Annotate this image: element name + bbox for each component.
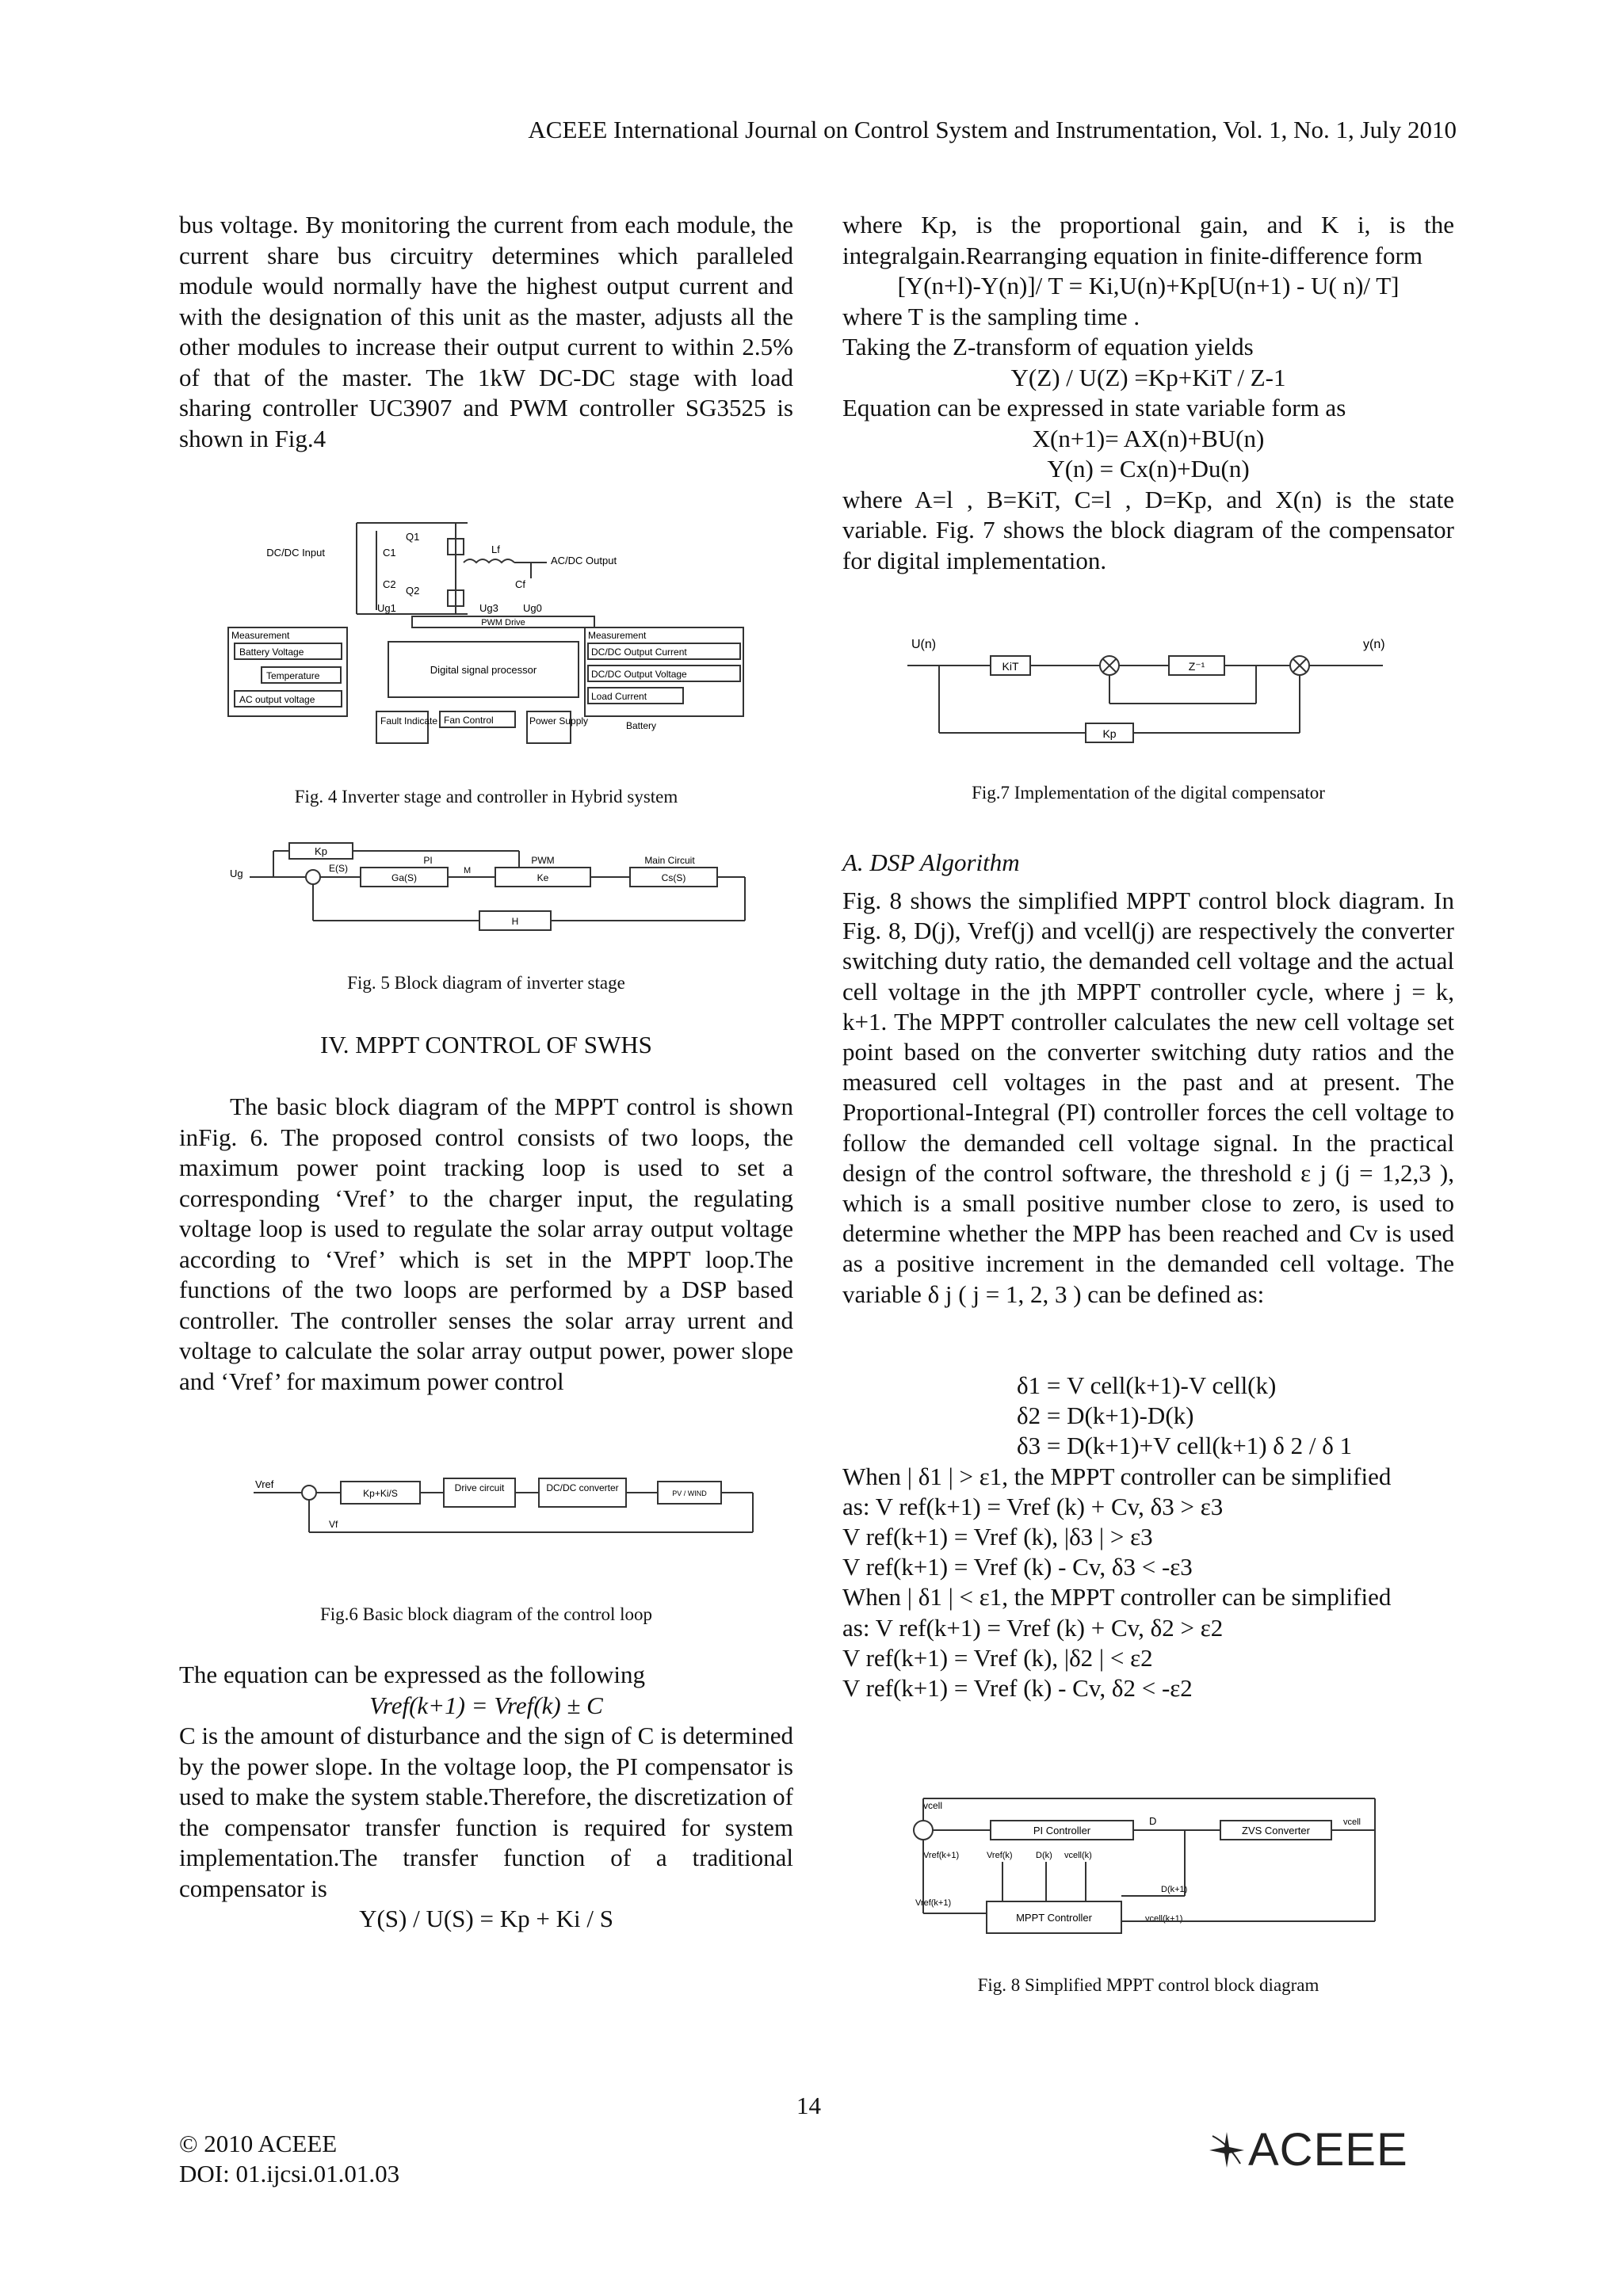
svg-text:Vref(k+1): Vref(k+1) bbox=[915, 1898, 952, 1908]
svg-text:Q1: Q1 bbox=[406, 531, 420, 543]
svg-text:KiT: KiT bbox=[1002, 660, 1019, 673]
svg-text:Power Supply: Power Supply bbox=[529, 715, 589, 727]
aceee-logo-text: ACEEE bbox=[1248, 2124, 1408, 2176]
svg-text:Vref(k+1): Vref(k+1) bbox=[923, 1851, 960, 1860]
svg-text:Measurement: Measurement bbox=[231, 630, 290, 641]
fig5-block-diagram bbox=[226, 841, 753, 936]
svg-text:C1: C1 bbox=[383, 547, 396, 559]
svg-text:Z⁻¹: Z⁻¹ bbox=[1188, 660, 1205, 673]
svg-text:Ke: Ke bbox=[537, 872, 549, 883]
svg-text:Battery: Battery bbox=[626, 720, 657, 731]
svg-text:PWM: PWM bbox=[531, 855, 555, 866]
svg-text:vcell(k): vcell(k) bbox=[1064, 1851, 1092, 1860]
svg-text:Temperature: Temperature bbox=[266, 670, 320, 681]
svg-text:DC/DC Output Current: DC/DC Output Current bbox=[591, 646, 687, 658]
svg-text:vcell: vcell bbox=[923, 1800, 943, 1811]
equation-state-1: X(n+1)= AX(n)+BU(n) bbox=[1032, 424, 1265, 452]
svg-text:Q2: Q2 bbox=[406, 585, 420, 597]
footer-copyright: © 2010 ACEEE bbox=[179, 2130, 338, 2157]
svg-text:PWM Drive: PWM Drive bbox=[481, 618, 525, 627]
footer-left bbox=[179, 2129, 399, 2189]
svg-text:PI: PI bbox=[423, 855, 433, 866]
svg-text:Fan Control: Fan Control bbox=[444, 715, 494, 726]
svg-text:Battery Voltage: Battery Voltage bbox=[239, 646, 304, 658]
svg-text:Digital signal processor: Digital signal processor bbox=[430, 664, 537, 676]
fig8-caption: Fig. 8 Simplified MPPT control block diagram bbox=[977, 1975, 1319, 1995]
svg-text:Kp+Ki/S: Kp+Ki/S bbox=[363, 1488, 398, 1499]
fig4-dcdc-input: DC/DC Input bbox=[266, 547, 325, 559]
fig5-caption: Fig. 5 Block diagram of inverter stage bbox=[347, 973, 625, 993]
svg-text:MPPT Controller: MPPT Controller bbox=[1016, 1912, 1092, 1924]
svg-text:Kp: Kp bbox=[315, 845, 327, 857]
svg-text:Ug3: Ug3 bbox=[479, 602, 498, 614]
svg-text:vcell: vcell bbox=[1343, 1817, 1361, 1827]
svg-text:Ga(S): Ga(S) bbox=[391, 872, 418, 883]
fig6-caption: Fig.6 Basic block diagram of the control loop bbox=[319, 1604, 653, 1624]
equation-vref: Vref(k+1) = Vref(k) ± C bbox=[369, 1691, 603, 1719]
svg-text:Kp: Kp bbox=[1102, 727, 1117, 740]
left-paragraph-2: The basic block diagram of the MPPT control is shown inFig. 6. The proposed control consists of two loops, the maximum power point tracking loop is used to set a corresponding ‘Vref’ to the charger input, the regulating voltage loop is used to regulate the solar array output voltage according to ‘Vref’ which is set in the MPPT loop.The functions of the two loops are performed by a DSP based controller. The controller senses the solar array urrent and voltage to calculate the solar array output power, power slope and ‘Vref’ for maximum power control bbox=[179, 1093, 793, 1395]
svg-text:DC/DC converter: DC/DC converter bbox=[546, 1482, 619, 1493]
svg-text:Ug0: Ug0 bbox=[523, 602, 542, 614]
svg-text:U(n): U(n) bbox=[911, 638, 937, 651]
page-number: 14 bbox=[796, 2092, 821, 2119]
svg-text:Measurement: Measurement bbox=[588, 630, 647, 641]
fig4-caption: Fig. 4 Inverter stage and controller in Hybrid system bbox=[294, 787, 678, 807]
svg-text:M: M bbox=[464, 866, 472, 875]
svg-text:AC output voltage: AC output voltage bbox=[239, 694, 315, 705]
svg-text:PV / WIND: PV / WIND bbox=[672, 1489, 707, 1497]
equation-z-transform: Y(Z) / U(Z) =Kp+KiT / Z-1 bbox=[1010, 363, 1286, 391]
equation-state-2: Y(n) = Cx(n)+Du(n) bbox=[1047, 455, 1250, 482]
svg-text:Load Current: Load Current bbox=[591, 691, 647, 702]
fig4-inverter-diagram bbox=[222, 515, 753, 753]
svg-text:AC/DC Output: AC/DC Output bbox=[551, 555, 617, 566]
journal-header: ACEEE International Journal on Control System and Instrumentation, Vol. 1, No. 1, July 2010 bbox=[528, 116, 1457, 143]
fig8-mppt-diagram bbox=[907, 1794, 1383, 1941]
svg-text:DC/DC Output Voltage: DC/DC Output Voltage bbox=[591, 669, 687, 680]
right-top-text: where Kp, is the proportional gain, and K i, is the integralgain.Rearranging equation in finite-difference form [Y(n+l)-Y(n)]/ T = Ki,U(n)+Kp[U(n+1) - U( n)/ T] where T is the sampling time . Taking the Z-transform of equation yields Y(Z) / U(Z) =Kp+KiT / Z-1 Equation can be expressed in state variable form as X(n+1)= AX(n)+BU(n) Y(n) = Cx(n)+Du(n) where A=l , B=KiT, C=l , D=Kp, and X(n) is the state variable. Fig. 7 shows the block diagram of the compensator for digital implementation. bbox=[842, 211, 1454, 574]
subsection-heading: A. DSP Algorithm bbox=[842, 849, 1020, 876]
fig6-control-loop-diagram bbox=[254, 1475, 761, 1554]
aceee-logo-icon bbox=[1205, 2128, 1248, 2172]
aceee-logo bbox=[1205, 2123, 1408, 2176]
svg-text:Cf: Cf bbox=[515, 578, 525, 590]
left-paragraph-3: The equation can be expressed as the following Vref(k+1) = Vref(k) ± C C is the amount of disturbance and the sign of C is determined by the power slope. In the voltage loop, the PI compensator is used to make the system stable.Therefore, the discretization of the compensator transfer function is required for system implementation.The transfer function of a traditional compensator is Y(S) / U(S) = Kp + Ki / S bbox=[179, 1660, 793, 1935]
svg-text:PI Controller: PI Controller bbox=[1033, 1825, 1091, 1836]
fig7-compensator-diagram bbox=[907, 634, 1415, 753]
svg-text:Main Circuit: Main Circuit bbox=[644, 855, 695, 866]
left-paragraph-1: bus voltage. By monitoring the current from each module, the current share bus circuitry determines which paralleled module would normally have the highest output current and with the designation of this unit as the master, adjusts all the other modules to increase their output current to within 2.5% of that of the master. The 1kW DC-DC stage with load sharing controller UC3907 and PWM controller SG3525 is shown in Fig.4 bbox=[179, 211, 793, 452]
equation-finite-diff: [Y(n+l)-Y(n)]/ T = Ki,U(n)+Kp[U(n+1) - U( n)/ T] bbox=[897, 272, 1400, 299]
right-conditions: δ1 = V cell(k+1)-V cell(k) δ2 = D(k+1)-D(k) δ3 = D(k+1)+V cell(k+1) δ 2 / δ 1 When | δ1 | > ε1, the MPPT controller can be simplified as: V ref(k+1) = Vref (k) + Cv, δ3 > ε3 V ref(k+1) = Vref (k), |δ3 | > ε3 V ref(k+1) = Vref (k) - Cv, δ3 < -ε3 When | δ1 | < ε1, the MPPT controller can be simplified as: V ref(k+1) = Vref (k) + Cv, δ2 > ε2 V ref(k+1) = Vref (k), |δ2 | < ε2 V ref(k+1) = Vref (k) - Cv, δ2 < -ε2 bbox=[842, 1371, 1392, 1703]
equation-transfer: Y(S) / U(S) = Kp + Ki / S bbox=[359, 1905, 613, 1932]
svg-text:Vf: Vf bbox=[329, 1519, 338, 1530]
svg-text:y(n): y(n) bbox=[1363, 638, 1385, 651]
svg-text:Fault Indicate: Fault Indicate bbox=[380, 715, 438, 727]
svg-text:Drive circuit: Drive circuit bbox=[454, 1482, 505, 1493]
svg-text:Vref: Vref bbox=[255, 1478, 274, 1490]
svg-text:E(S): E(S) bbox=[329, 863, 348, 874]
footer-doi: DOI: 01.ijcsi.01.01.03 bbox=[179, 2160, 400, 2187]
svg-text:D: D bbox=[1149, 1815, 1157, 1827]
svg-text:C2: C2 bbox=[383, 578, 396, 590]
svg-text:Vref(k): Vref(k) bbox=[987, 1851, 1013, 1860]
svg-text:H: H bbox=[511, 916, 519, 927]
svg-text:D(k): D(k) bbox=[1036, 1851, 1052, 1860]
svg-text:Lf: Lf bbox=[491, 543, 500, 555]
svg-text:D(k+1): D(k+1) bbox=[1161, 1885, 1188, 1894]
section-heading: IV. MPPT CONTROL OF SWHS bbox=[320, 1031, 652, 1058]
fig7-caption: Fig.7 Implementation of the digital compensator bbox=[972, 783, 1325, 803]
svg-text:Ug1: Ug1 bbox=[377, 602, 396, 614]
svg-text:Cs(S): Cs(S) bbox=[661, 872, 686, 883]
svg-text:vcell(k+1): vcell(k+1) bbox=[1145, 1914, 1183, 1924]
svg-text:ZVS Converter: ZVS Converter bbox=[1242, 1825, 1310, 1836]
right-dsp-paragraph: Fig. 8 shows the simplified MPPT control block diagram. In Fig. 8, D(j), Vref(j) and vcell(j) are respectively the converter switching duty ratio, the demanded cell voltage and the actual cell voltage in the jth MPPT controller cycle, where j = k, k+1. The MPPT controller calculates the new cell voltage set point based on the converter switching duty ratios and the measured cell voltages in the past and at present. The Proportional-Integral (PI) controller forces the cell voltage to follow the demanded cell voltage signal. In the practical design of the control software, the threshold ε j (j = 1,2,3 ), which is a small positive number close to zero, is used to determine whether the MPP has been reached and Cv is used as a positive increment in the demanded cell voltage. The variable δ j ( j = 1, 2, 3 ) can be defined as: bbox=[842, 887, 1454, 1308]
svg-text:Ug: Ug bbox=[230, 868, 243, 879]
